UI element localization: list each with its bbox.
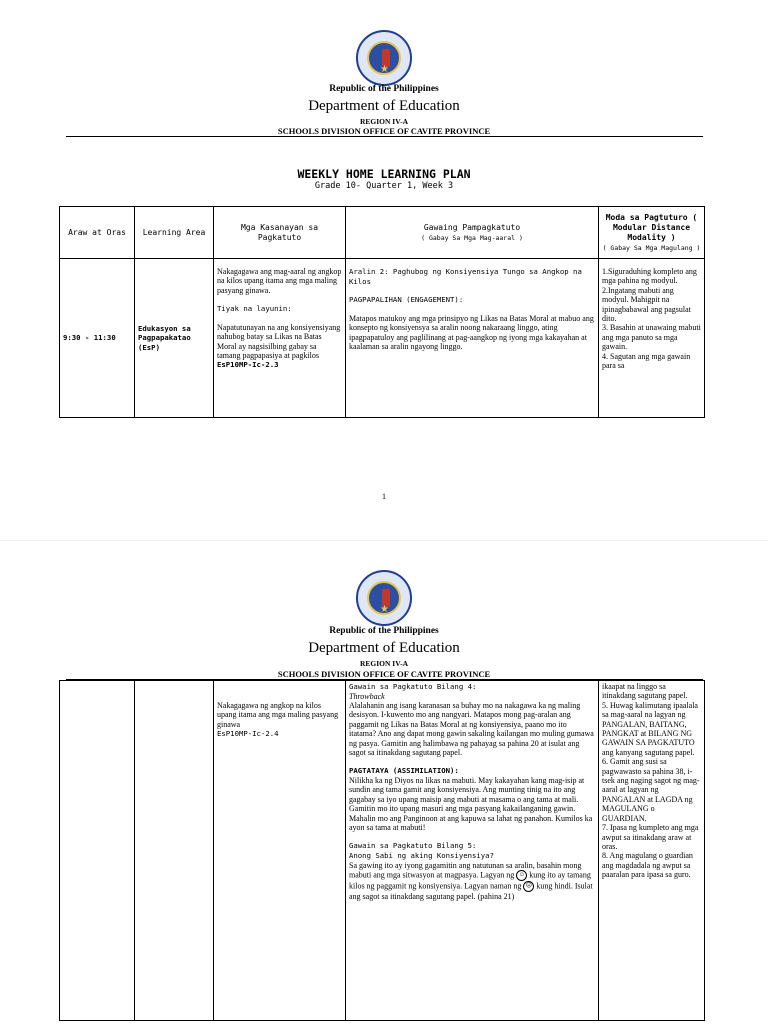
division-label: SCHOOLS DIVISION OFFICE OF CAVITE PROVINCE	[277, 126, 491, 136]
table-row	[60, 681, 705, 1021]
header-araw: Araw at Oras	[60, 207, 135, 259]
moda-step-7: 7. Ipasa ng kumpleto ang mga awput sa itinakdang araw at oras.	[602, 823, 699, 851]
gawain-5-body-c: kung hindi. Isulat ang sagot sa itinakdang sagutang papel. (pahina 21)	[349, 881, 593, 902]
plan-title: WEEKLY HOME LEARNING PLAN	[297, 167, 471, 181]
aralin-title: Aralin 2: Paghubog ng Konsiyensiya Tungo sa Angkop na Kilos	[349, 267, 582, 286]
gawain-4-subtitle: Throwback	[349, 691, 385, 701]
republic-label: Republic of the Philippines	[329, 626, 439, 636]
header-rule	[66, 136, 703, 137]
moda-cell	[599, 259, 705, 418]
region-label: REGION IV-A	[360, 659, 408, 668]
moda-step-8: 8. Ang magulang o guardian ang magdadala ng awput sa paaralan para ipasa sa guro.	[602, 851, 693, 880]
smiley-icon: ☺	[516, 870, 527, 881]
learning-plan-table-continued	[59, 680, 705, 1021]
kasanayan-text: Nakagagawa ng angkop na kilos upang itama ang mga maling pasyang ginawa	[217, 701, 339, 729]
gawain-cell	[346, 681, 599, 1021]
table-header-row	[60, 207, 705, 259]
department-title: Department of Education	[308, 98, 460, 114]
frown-icon: ☹	[523, 881, 534, 892]
layunin-label: Tiyak na layunin:	[217, 304, 292, 314]
moda-step-1: 1.Siguraduhing kompleto ang mga pahina ng modyul.	[602, 267, 697, 286]
moda-step-6: 6. Gamit ang susi sa pagwawasto sa pahina 38, i-tsek ang naging sagot ng mag-aaral at lagyan ng PANGALAN at LAGDA ng MAGULANG o GUARDIAN.	[602, 757, 700, 823]
engagement-body: Matapos matukoy ang mga prinsipyo ng Likas na Batas Moral at mabuo ang konsepto ng konsiyensya sa aralin noong nakaraang linggo, ating ipagpapatuloy ang paglilinang at pag-aangkop ng iyong mga kakayahan at kaalaman sa aralin ngayong linggo.	[349, 313, 594, 351]
learning-plan-table	[59, 206, 705, 418]
header-kasanayan: Mga Kasanayan sa Pagkatuto	[214, 207, 346, 259]
moda-step-4: 4. Sagutan ang mga gawain para sa	[602, 351, 691, 371]
header-moda-sub: ( Gabay Sa Mga Magulang )	[602, 243, 701, 252]
kasanayan-cell	[214, 681, 346, 1021]
header-gawain-sub: ( Gabay Sa Mga Mag-aaral )	[421, 233, 523, 242]
moda-step-5: 5. Huwag kalimutang ipaalala sa mag-aaral na lagyan ng PANGALAN, BAITANG, PANGKAT at BILANG NG GAWAIN SA PAGKATUTO ang kanyang sagutang papel.	[602, 700, 698, 757]
department-title: Department of Education	[308, 640, 460, 656]
gawain-cell	[346, 259, 599, 418]
division-label: SCHOOLS DIVISION OFFICE OF CAVITE PROVINCE	[277, 669, 491, 679]
page-number: 1	[382, 492, 386, 501]
layunin-text: Napatutunayan na ang konsiyensiyang nahubog batay sa Likas na Batas Moral ay nagsisilbing gabay sa tamang pagpapasiya at pagkilos	[217, 322, 341, 361]
moda-step-2: 2.Ingatang mabuti ang modyul. Mahigpit na ipinagbabawal ang pagsulat dito.	[602, 285, 691, 324]
header-moda	[599, 207, 705, 259]
gawain-4-body: Alalahanin ang isang karanasan sa buhay mo na nakagawa ka ng maling desisyon. I-kuwento mo ang nangyari. Matapos mong pag-aralan ang paggamit ng Likas na Batas Moral at ng konsiyensiya, paano mo ito itatama? Ano ang dapat mong gawin sakaling kailangan mo muling gumawa ng pasya. Gamitin ang halimbawa ng pahayag sa pahina 20 at isulat ang sagot sa itinakdang sagutang papel.	[349, 701, 594, 758]
engagement-title: PAGPAPALIHAN (ENGAGEMENT):	[349, 295, 464, 305]
area-cell: Edukasyon sa Pagpapakatao (EsP)	[135, 259, 214, 418]
kasanayan-cell	[214, 259, 346, 418]
gawain-5-subtitle: Anong Sabi ng aking Konsiyensiya?	[349, 851, 494, 861]
time-cell: 9:30 - 11:30	[60, 259, 135, 418]
header-gawain-label: Gawaing Pampagkatuto	[423, 222, 521, 232]
gawain-5-title: Gawain sa Pagkatuto Bilang 5:	[349, 841, 477, 851]
page-2	[0, 560, 768, 1024]
gawain-5-body	[349, 861, 595, 902]
deped-seal-icon: ★	[356, 570, 412, 626]
moda-step-3: 3. Basahin at unawaing mabuti ang mga panuto sa mga gawain.	[602, 323, 701, 352]
competency-code: EsP10MP-Ic-2.3	[217, 360, 279, 370]
deped-seal-icon: ★	[356, 30, 412, 86]
assimilation-body: Nilikha ka ng Diyos na likas na mabuti. May kakayahan kang mag-isip at sundin ang tama gamit ang konsiyensiya. Ang munting tinig na ito ang gagabay sa iyo upang maisip ang mabuti at masama o ang tama at mali. Gamitin mo ito upang masuri ang mga pasyang kakailanganing gawin. Mahalin mo ang Panginoon at ang kapuwa sa lahat ng panahon. Kumilos ka ayon sa tama at mabuti!	[349, 776, 593, 833]
moda-cell	[599, 681, 705, 1021]
time-cell-empty	[60, 681, 135, 1021]
plan-subtitle: Grade 10- Quarter 1, Week 3	[314, 181, 454, 191]
header-gawain	[346, 207, 599, 259]
table-row	[60, 259, 705, 418]
assimilation-title: PAGTATAYA (ASSIMILATION):	[349, 766, 459, 776]
competency-code: EsP10MP-Ic-2.4	[217, 729, 279, 739]
kasanayan-text: Nakagagawa ang mag-aaral ng angkop na kilos upang itama ang mga maling pasyang ginawa.	[217, 267, 342, 295]
gawain-5-body-b: kung ito ay tamang kilos ng paggamit ng konsiyensiya. Lagyan naman ng	[349, 870, 591, 891]
republic-label: Republic of the Philippines	[329, 84, 439, 94]
moda-step-4-cont: ikaapat na linggo sa itinakdang sagutang papel.	[602, 682, 688, 701]
gawain-5-body-a: Sa gawing ito ay iyong gagamitin ang natutunan sa aralin, basahin mong mabuti ang mga sitwasyon at magpasya. Lagyan ng	[349, 860, 582, 880]
gawain-4-title: Gawain sa Pagkatuto Bilang 4:	[349, 682, 477, 691]
area-cell-empty	[135, 681, 214, 1021]
header-moda-label: Moda sa Pagtuturo ( Modular Distance Modality )	[605, 212, 698, 242]
page-separator	[0, 540, 768, 541]
region-label: REGION IV-A	[360, 117, 408, 126]
header-area: Learning Area	[135, 207, 214, 259]
